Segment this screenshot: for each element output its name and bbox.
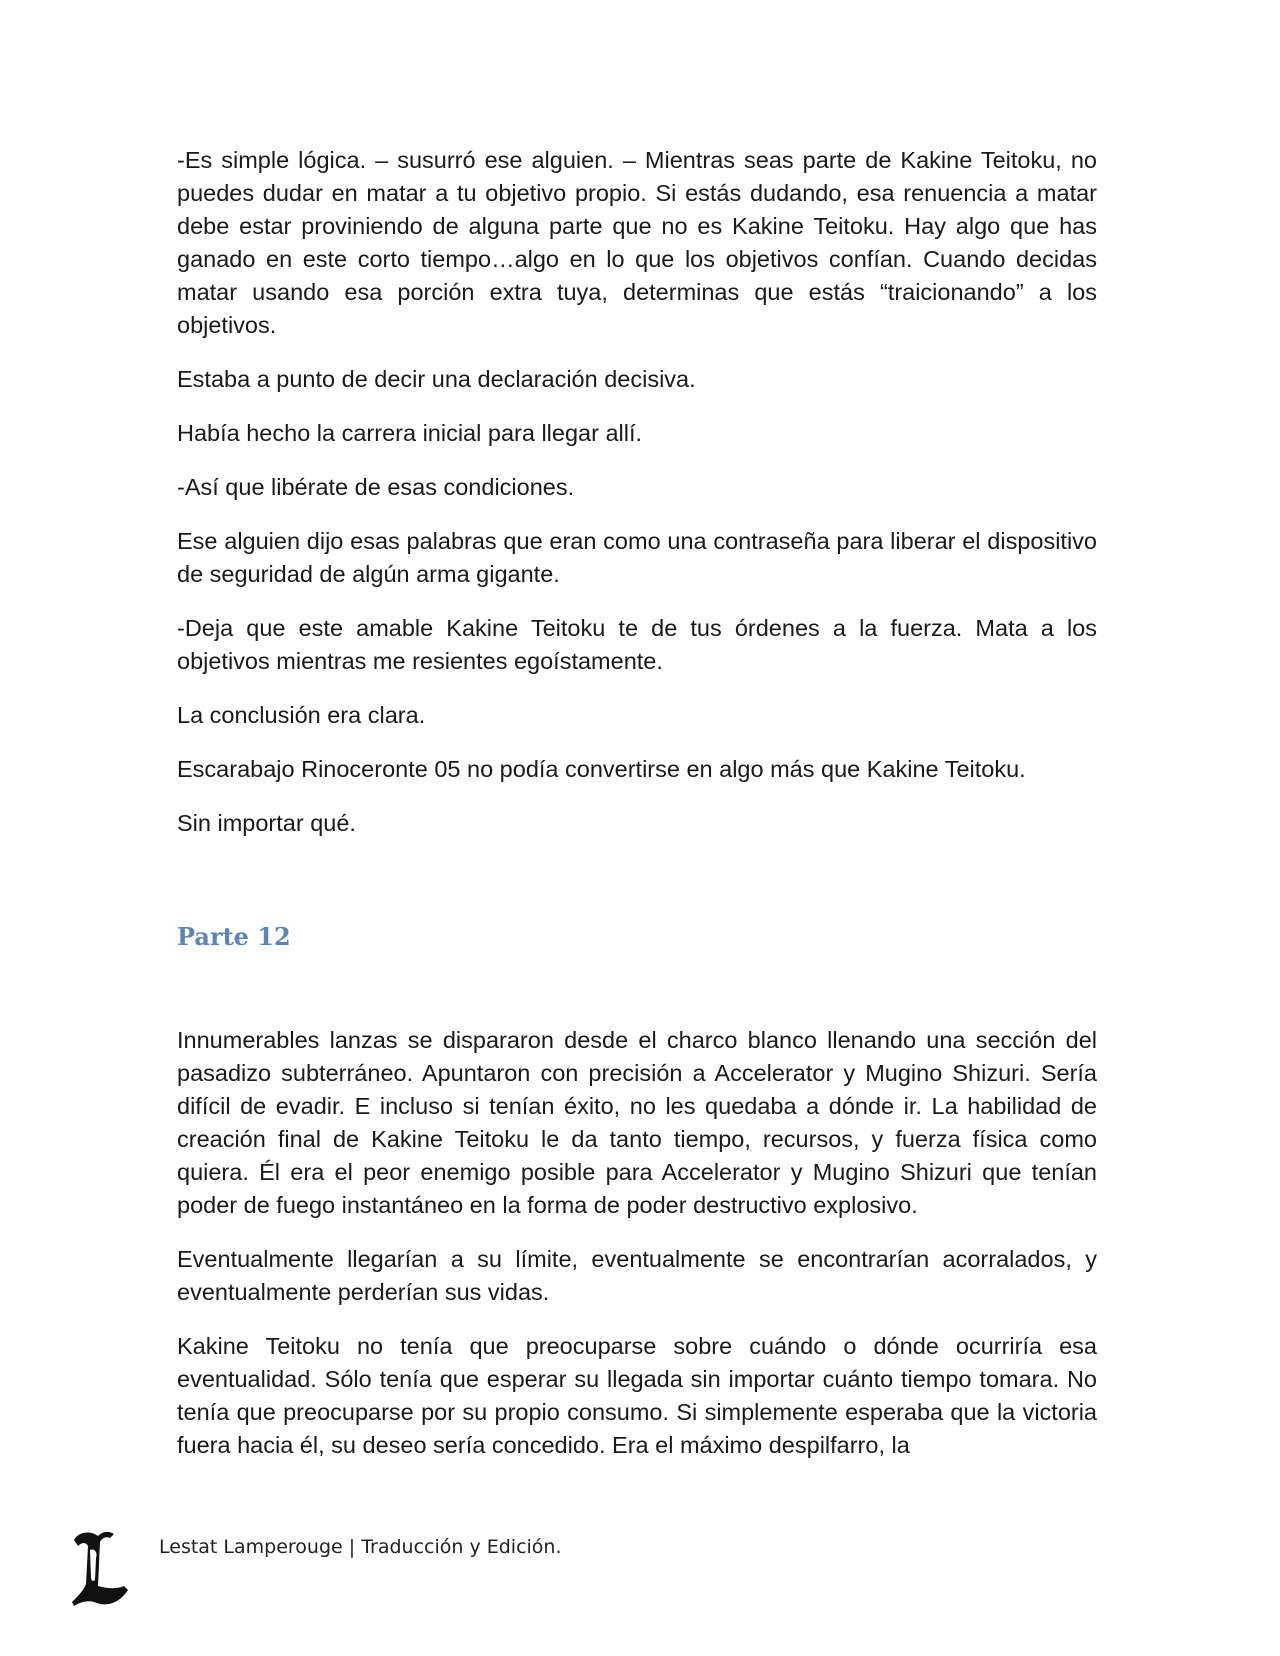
paragraph: Eventualmente llegarían a su límite, eventualmente se encontrarían acorralados, y eventualmente perderían sus vidas. xyxy=(177,1246,1097,1305)
paragraph: Estaba a punto de decir una declaración decisiva. xyxy=(177,366,696,392)
page-body xyxy=(177,144,1097,1483)
gothic-l-logo-icon xyxy=(68,1530,130,1610)
paragraph: Innumerables lanzas se dispararon desde el charco blanco llenando una sección del pasadizo subterráneo. Apuntaron con precisión a Accelerator y Mugino Shizuri. Sería difícil de evadir. E incluso si tenían éxito, no les quedaba a dónde ir. La habilidad de creación final de Kakine Teitoku le da tanto tiempo, recursos, y fuerza física como quiera. Él era el peor enemigo posible para Accelerator y Mugino Shizuri que tenían poder de fuego instantáneo en la forma de poder destructivo explosivo. xyxy=(177,1027,1097,1218)
paragraph: Sin importar qué. xyxy=(177,810,356,836)
section-heading: Parte 12 xyxy=(177,922,291,951)
paragraph: -Así que libérate de esas condiciones. xyxy=(177,474,575,500)
paragraph: La conclusión era clara. xyxy=(177,702,426,728)
paragraph: Kakine Teitoku no tenía que preocuparse sobre cuándo o dónde ocurriría esa eventualidad. Sólo tenía que esperar su llegada sin importar cuánto tiempo tomara. No tenía que preocuparse por su propio consumo. Si simplemente esperaba que la victoria fuera hacia él, su deseo sería concedido. Era el máximo despilfarro, la xyxy=(177,1333,1097,1458)
paragraph: -Deja que este amable Kakine Teitoku te de tus órdenes a la fuerza. Mata a los objetivos mientras me resientes egoístamente. xyxy=(177,615,1097,674)
paragraph: Escarabajo Rinoceronte 05 no podía convertirse en algo más que Kakine Teitoku. xyxy=(177,756,1026,782)
paragraph: Ese alguien dijo esas palabras que eran como una contraseña para liberar el dispositivo de seguridad de algún arma gigante. xyxy=(177,528,1097,587)
footer-credit: Lestat Lamperouge | Traducción y Edición. xyxy=(159,1536,562,1558)
page-footer xyxy=(68,1530,768,1610)
paragraph: Había hecho la carrera inicial para llegar allí. xyxy=(177,420,643,446)
paragraph: -Es simple lógica. – susurró ese alguien. – Mientras seas parte de Kakine Teitoku, no puedes dudar en matar a tu objetivo propio. Si estás dudando, esa renuencia a matar debe estar proviniendo de alguna parte que no es Kakine Teitoku. Hay algo que has ganado en este corto tiempo…algo en lo que los objetivos confían. Cuando decidas matar usando esa porción extra tuya, determinas que estás “traicionando” a los objetivos. xyxy=(177,147,1097,338)
